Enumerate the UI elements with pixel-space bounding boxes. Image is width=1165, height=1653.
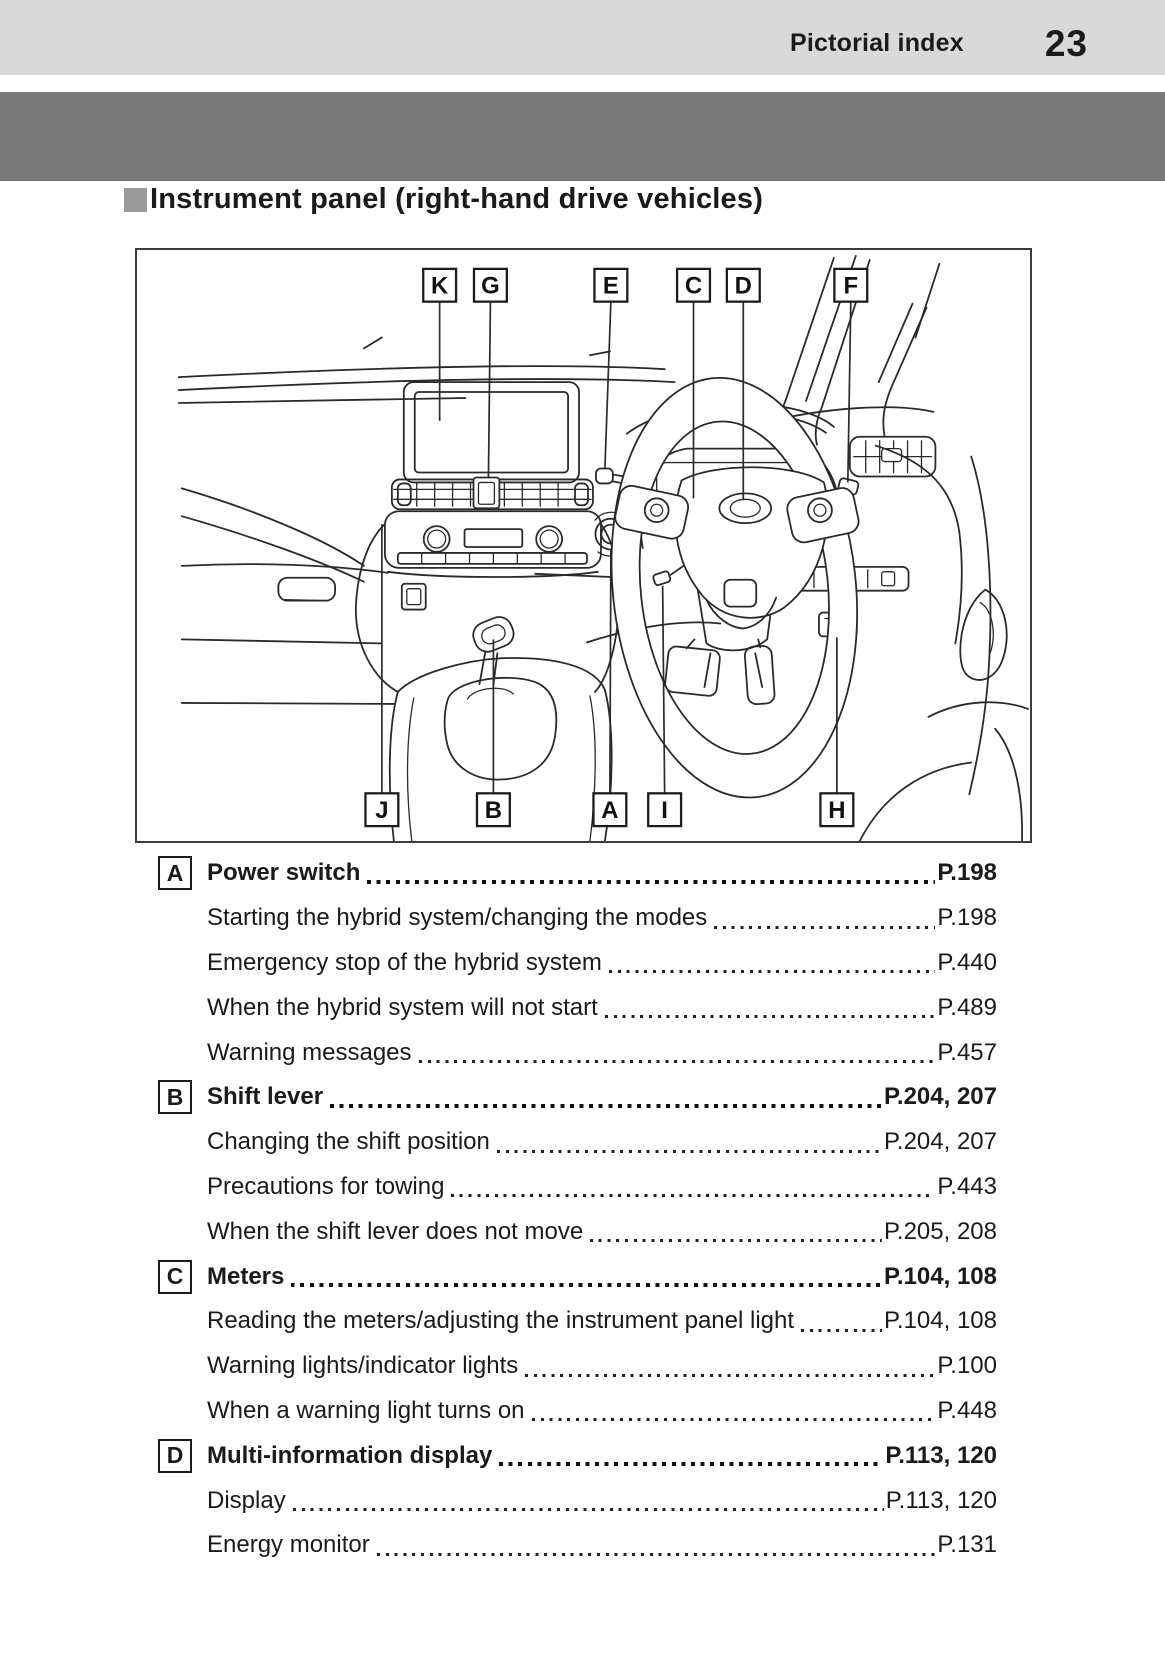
tilt-telescopic-lever [653, 566, 684, 586]
touchscreen-display [404, 382, 579, 482]
dot-leader [291, 1282, 882, 1287]
index-entry-label: Energy monitor [207, 1531, 370, 1559]
leader-line-E [605, 302, 611, 469]
diagram-callout-B [477, 793, 510, 826]
leader-line-I [663, 586, 665, 794]
callout-letter-A: A [601, 797, 619, 825]
page-header [0, 0, 1165, 75]
dash-top-lines [179, 337, 675, 403]
dashboard-line-art [179, 256, 1028, 841]
index-entry-label: When a warning light turns on [207, 1396, 525, 1424]
index-entry-label: Reading the meters/adjusting the instrument panel light [207, 1307, 795, 1335]
dot-leader [714, 924, 935, 929]
callout-letter-box [158, 1260, 192, 1294]
index-item-row [0, 1389, 1165, 1434]
index-entry-label: Display [207, 1486, 286, 1514]
diagram-callout-C [677, 269, 710, 302]
callout-letter-H: H [828, 797, 846, 825]
pictorial-index-list [0, 851, 1165, 1568]
page-ref: P.104, 108 [883, 1262, 997, 1290]
header-section-label: Pictorial index [789, 29, 964, 57]
page-ref: P.204, 207 [883, 1128, 997, 1156]
page-ref: P.198 [937, 904, 997, 932]
callout-letter: C [166, 1263, 184, 1290]
index-item-row [0, 1523, 1165, 1568]
right-air-vent [850, 437, 936, 477]
page-ref: P.100 [937, 1352, 997, 1380]
callout-letter-D: D [734, 272, 752, 300]
index-section-row [0, 1433, 1165, 1478]
leader-line-G [488, 302, 490, 479]
index-item-row [0, 1165, 1165, 1210]
page-ref: P.113, 120 [885, 1441, 997, 1469]
index-item-row [0, 1209, 1165, 1254]
index-entry-label: Multi-information display [207, 1441, 493, 1469]
index-section-row [0, 1254, 1165, 1299]
diagram-callout-E [594, 269, 627, 302]
callout-letter-I: I [661, 797, 668, 825]
index-entry-label: Starting the hybrid system/changing the modes [207, 904, 708, 932]
diagram-callout-F [834, 269, 867, 302]
page-ref: P.198 [937, 859, 997, 887]
section-bullet-icon [124, 188, 147, 212]
callout-letter: A [166, 859, 184, 886]
page-number: 23 [1044, 22, 1088, 64]
index-section-row [0, 851, 1165, 896]
dot-leader [590, 1237, 882, 1242]
dot-leader [419, 1058, 936, 1063]
page-ref: P.104, 108 [883, 1307, 997, 1335]
index-entry-label: Warning messages [207, 1038, 412, 1066]
index-item-row [0, 985, 1165, 1030]
callout-letter-F: F [843, 272, 859, 300]
dot-leader [367, 879, 935, 884]
dot-leader [377, 1551, 936, 1556]
left-dash-and-glovebox [182, 488, 394, 704]
index-item-row [0, 1120, 1165, 1165]
callout-letter-box [158, 856, 192, 890]
door-and-right-dash [860, 446, 1028, 841]
page-ref: P.113, 120 [885, 1486, 997, 1514]
dot-leader [605, 1013, 936, 1018]
index-entry-label: Warning lights/indicator lights [207, 1352, 519, 1380]
instrument-panel-figure [135, 248, 1032, 843]
callout-letter-E: E [602, 272, 619, 300]
index-entry-label: When the shift lever does not move [207, 1217, 584, 1245]
callout-letter-box [158, 1080, 192, 1114]
diagram-callout-A [593, 793, 626, 826]
diagram-callout-D [727, 269, 760, 302]
dashboard-diagram [137, 250, 1030, 841]
diagram-callout-J [365, 793, 398, 826]
dot-leader [330, 1103, 882, 1108]
index-entry-label: When the hybrid system will not start [207, 993, 598, 1021]
section-title [124, 183, 763, 216]
index-item-row [0, 941, 1165, 986]
leader-line-A [610, 550, 611, 793]
index-entry-label: Shift lever [207, 1083, 324, 1111]
audio-system-panel [385, 511, 601, 568]
chapter-band [0, 92, 1165, 181]
section-title-text: Instrument panel (right-hand drive vehicles) [150, 183, 764, 215]
page-ref: P.205, 208 [883, 1217, 997, 1245]
callout-letter: D [166, 1442, 184, 1469]
diagram-callout-K [423, 269, 456, 302]
index-item-row [0, 1030, 1165, 1075]
index-section-row [0, 1075, 1165, 1120]
diagram-callout-I [648, 793, 681, 826]
dot-leader [451, 1192, 935, 1197]
dot-leader [497, 1148, 882, 1153]
index-entry-label: Changing the shift position [207, 1128, 490, 1156]
page-ref: P.131 [937, 1531, 997, 1559]
page-ref: P.489 [937, 993, 997, 1021]
index-entry-label: Precautions for towing [207, 1172, 445, 1200]
page-ref: P.457 [937, 1038, 997, 1066]
page-ref: P.440 [937, 948, 997, 976]
dot-leader [499, 1461, 883, 1466]
dot-leader [609, 968, 936, 973]
index-item-row [0, 1478, 1165, 1523]
index-entry-label: Emergency stop of the hybrid system [207, 948, 602, 976]
dot-leader [801, 1327, 882, 1332]
index-item-row [0, 1344, 1165, 1389]
dot-leader [293, 1506, 884, 1511]
index-entry-label: Meters [207, 1262, 285, 1290]
callout-letter-box [158, 1439, 192, 1473]
page-ref: P.443 [937, 1172, 997, 1200]
callout-letter-G: G [481, 272, 500, 300]
callout-letter-K: K [431, 272, 449, 300]
callout-letter: B [166, 1083, 184, 1110]
callout-letter-J: J [375, 797, 389, 825]
dot-leader [532, 1416, 936, 1421]
index-item-row [0, 896, 1165, 941]
page-ref: P.204, 207 [883, 1083, 997, 1111]
index-entry-label: Power switch [207, 859, 361, 887]
dot-leader [525, 1372, 935, 1377]
diagram-callout-G [474, 269, 507, 302]
diagram-callout-H [820, 793, 853, 826]
index-item-row [0, 1299, 1165, 1344]
callout-letter-C: C [684, 272, 703, 300]
callout-letter-B: B [484, 797, 503, 825]
page-ref: P.448 [937, 1396, 997, 1424]
